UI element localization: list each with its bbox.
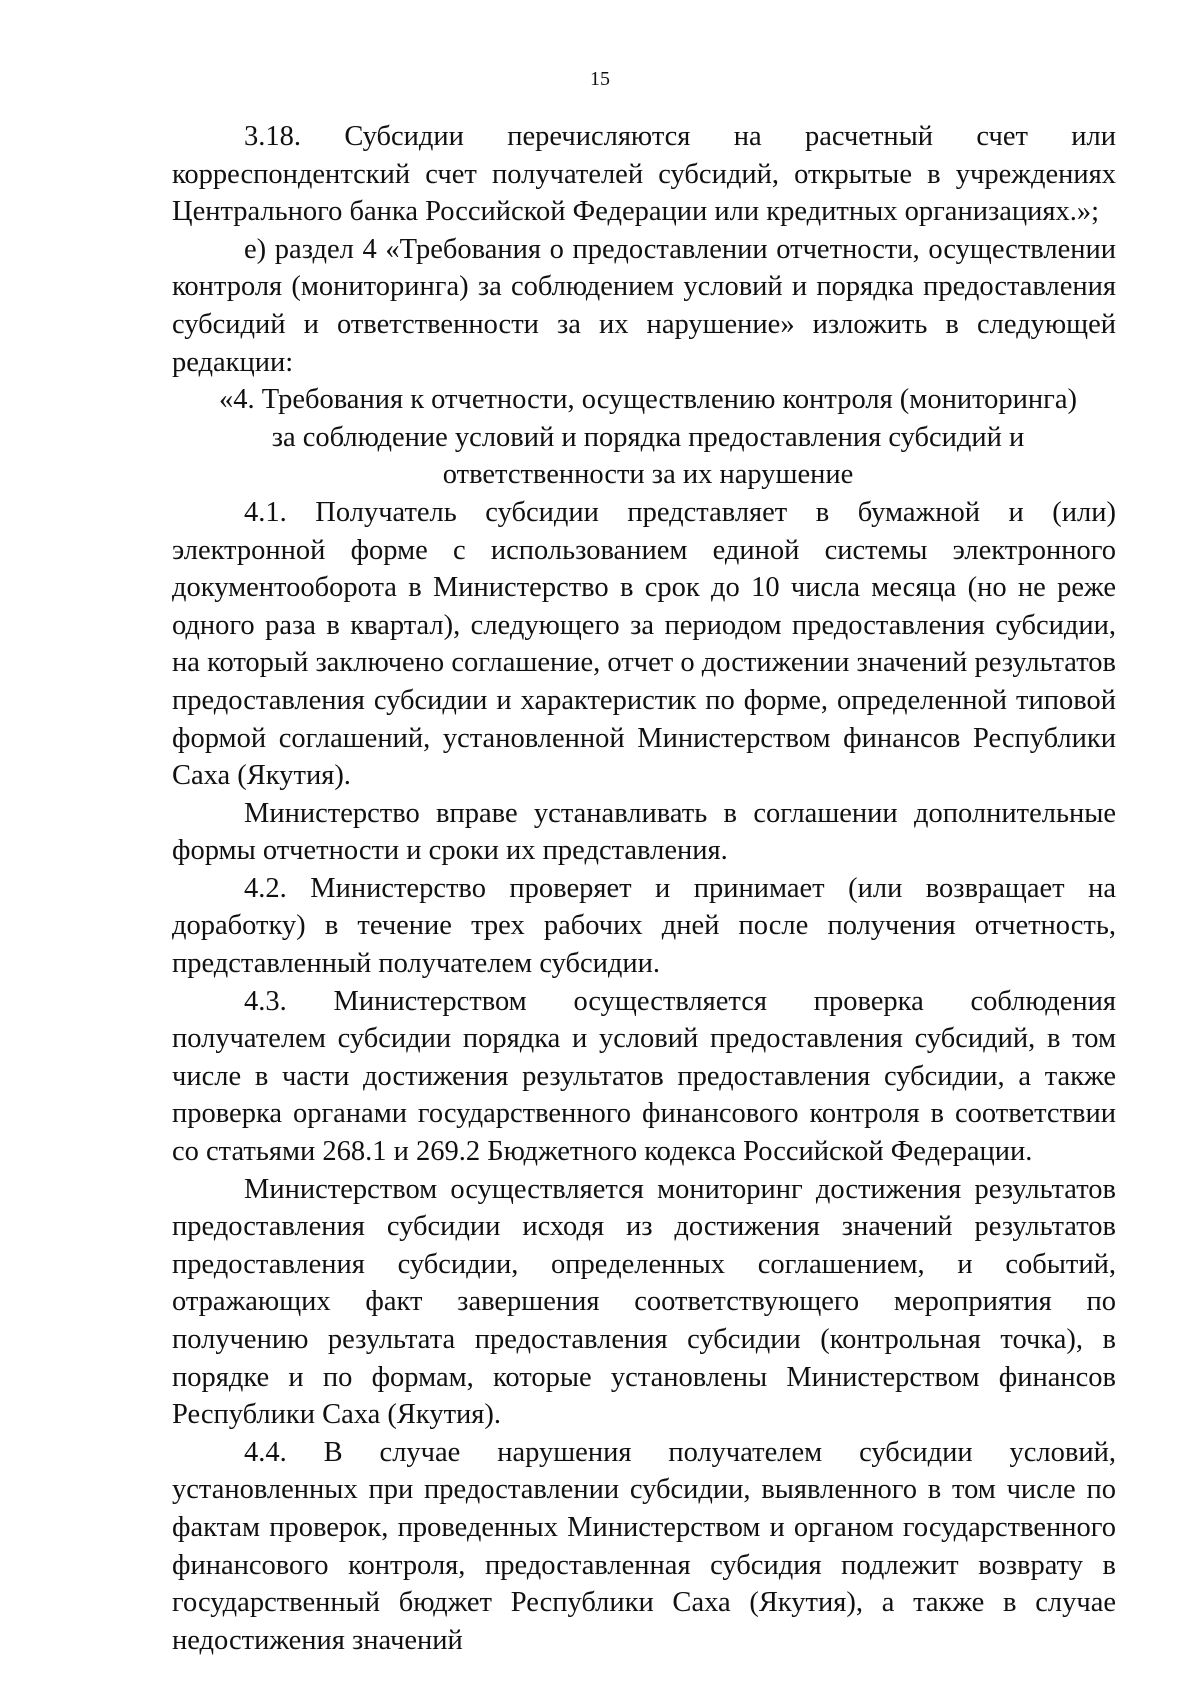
paragraph-4-3: 4.3. Министерством осуществляется проверка соблюдения получателем субсидии порядка и условий предоставления субсидий, в том числе в части достижения результатов предоставления субсидии, а также проверка органами государственного финансового контроля в соответствии со статьями 268.1 и 269.2 Бюджетного кодекса Российской Федерации. <box>172 985 1116 1168</box>
paragraph-amendment-e: е) раздел 4 «Требования о предоставлении отчетности, осуществлении контроля (мониторинга) за соблюдением условий и порядка предоставления субсидий и ответственности за их нарушение» изложить в следующей редакции: <box>172 233 1116 378</box>
paragraph-monitoring: Министерством осуществляется мониторинг достижения результатов предоставления субсидии исходя из достижения значений результатов предоставления субсидии, определенных соглашением, и событий, отражающих факт завершения соответствующего мероприятия по получению результата предоставления субсидии (контрольная точка), в порядке и по формам, которые установлены Министерством финансов Республики Саха (Якутия). <box>172 1173 1116 1431</box>
paragraph-additional-forms: Министерство вправе устанавливать в соглашении дополнительные формы отчетности и сроки их представления. <box>172 797 1116 867</box>
paragraph-4-2: 4.2. Министерство проверяет и принимает (или возвращает на доработку) в течение трех рабочих дней после получения отчетность, представленный получателем субсидии. <box>172 872 1116 980</box>
section-4-heading <box>172 381 1116 494</box>
paragraph-4-4: 4.4. В случае нарушения получателем субсидии условий, установленных при предоставлении субсидии, выявленного в том числе по фактам проверок, проведенных Министерством и органом государственного финансового контроля, предоставленная субсидия подлежит возврату в государственный бюджет Республики Саха (Якутия), а также в случае недостижения значений <box>172 1436 1116 1656</box>
paragraph-4-1: 4.1. Получатель субсидии представляет в бумажной и (или) электронной форме с использованием единой системы электронного документооборота в Министерство в срок до 10 числа месяца (но не реже одного раза в квартал), следующего за периодом предоставления субсидии, на который заключено соглашение, отчет о достижении значений результатов предоставления субсидии и характеристик по форме, определенной типовой формой соглашений, установленной Министерством финансов Республики Саха (Якутия). <box>172 496 1116 792</box>
page-number: 15 <box>590 68 610 90</box>
paragraph-3-18: 3.18. Субсидии перечисляются на расчетный счет или корреспондентский счет получателей субсидий, открытые в учреждениях Центрального банка Российской Федерации или кредитных организациях.»; <box>172 121 1116 228</box>
heading-line-1: «4. Требования к отчетности, осуществлению контроля (мониторинга) <box>219 384 1077 416</box>
document-body <box>172 118 1116 1659</box>
heading-line-3: ответственности за их нарушение <box>442 459 854 491</box>
heading-line-2: за соблюдение условий и порядка предоставления субсидий и <box>271 421 1025 453</box>
